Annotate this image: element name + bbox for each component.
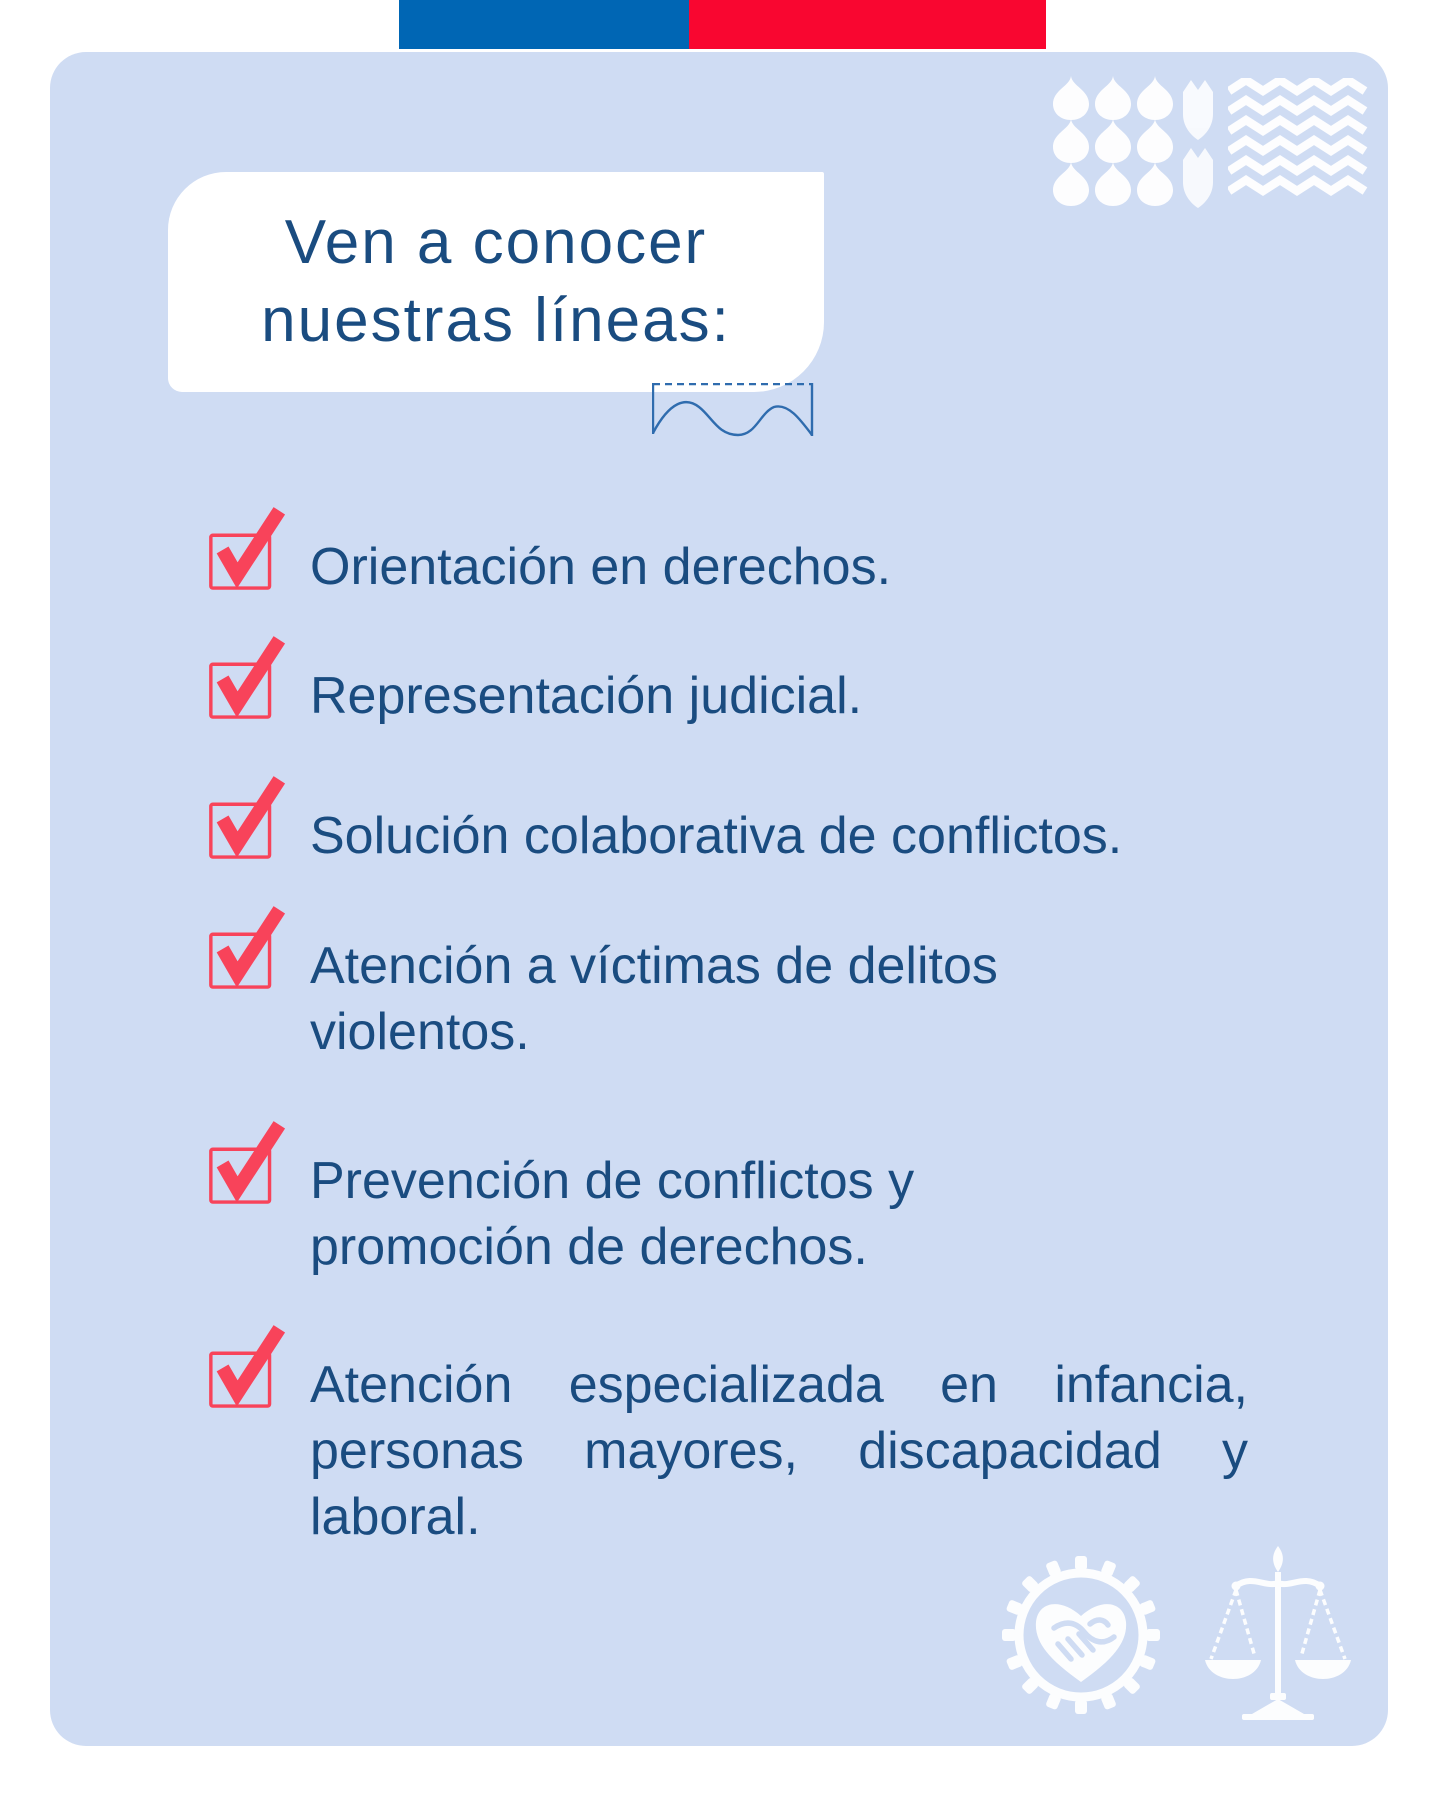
scales-of-justice-icon <box>1196 1544 1360 1724</box>
checkbox-check-icon <box>204 767 294 865</box>
checklist-item <box>310 534 1248 600</box>
checkbox-check-icon <box>204 1316 294 1414</box>
ribbon-blue-block <box>399 0 689 49</box>
item-text-line: Atención a víctimas de delitos <box>310 937 998 995</box>
ribbon-red-block <box>689 0 1046 49</box>
checklist-item <box>310 663 1248 729</box>
checkbox-check-icon <box>204 627 294 725</box>
buds-pattern-icon <box>1183 78 1213 210</box>
heart-icon <box>1036 1604 1126 1682</box>
gear-heart-handshake-icon <box>998 1552 1164 1718</box>
checkbox-check-icon <box>204 498 294 596</box>
item-text-line: Atención especializada en infancia, <box>310 1356 1248 1414</box>
drops-pattern-icon <box>1053 76 1175 208</box>
checklist-item <box>310 803 1248 869</box>
item-text-line: promoción de derechos. <box>310 1218 868 1276</box>
title-bubble <box>168 172 824 392</box>
wave-stamp-icon <box>652 383 814 441</box>
item-text-line: laboral. <box>310 1488 481 1546</box>
item-text-line: personas mayores, discapacidad y <box>310 1422 1248 1480</box>
checkbox-check-icon <box>204 1112 294 1210</box>
checkbox-check-icon <box>204 897 294 995</box>
item-text-line: Prevención de conflictos y <box>310 1152 915 1210</box>
checklist-item <box>310 1352 1248 1550</box>
checklist-item <box>310 933 1248 1065</box>
checklist-item <box>310 1148 1248 1280</box>
item-text-line: Orientación en derechos. <box>310 538 892 596</box>
page-title-line-2: nuestras líneas: <box>261 286 731 355</box>
zigzag-pattern-icon <box>1228 78 1368 204</box>
item-text-line: Solución colaborativa de conflictos. <box>310 807 1123 865</box>
item-text-line: Representación judicial. <box>310 667 863 725</box>
flag-ribbon <box>399 0 1046 49</box>
item-text-line: violentos. <box>310 1003 530 1061</box>
page-title-line-1: Ven a conocer <box>284 208 708 277</box>
